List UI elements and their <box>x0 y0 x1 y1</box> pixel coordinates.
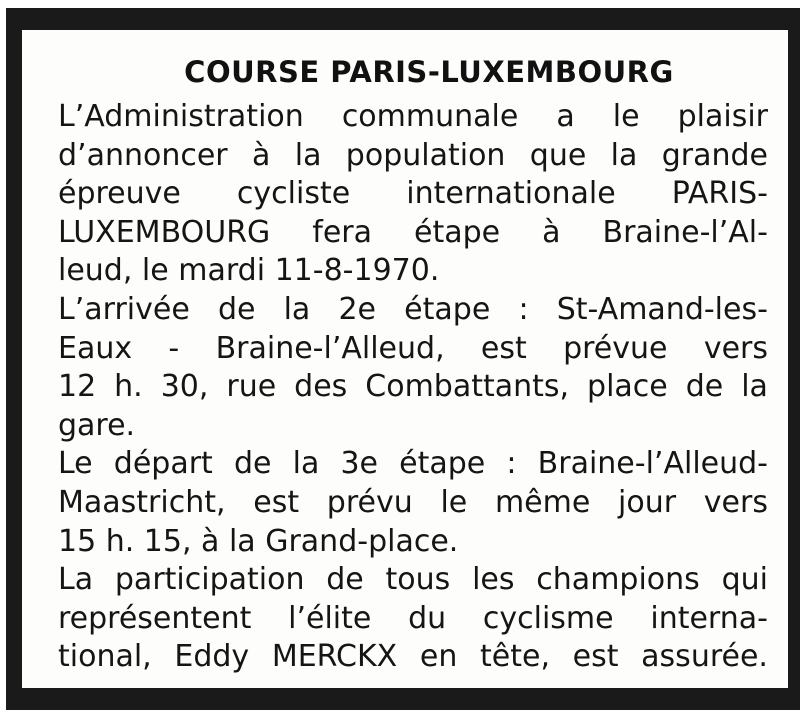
word: départ <box>113 446 213 482</box>
word: du <box>408 600 447 636</box>
word: Combattants, <box>365 369 570 405</box>
paragraph-announcement <box>58 98 768 291</box>
word: 30, <box>160 369 209 405</box>
word: la <box>610 137 638 173</box>
paragraph-departure <box>58 445 768 561</box>
word: prévu <box>326 484 413 520</box>
text-line: leud, le mardi 11-8-1970. <box>58 253 440 289</box>
text-line <box>58 638 768 677</box>
word: la <box>294 137 322 173</box>
text-line <box>58 175 768 214</box>
word: vers <box>703 330 768 366</box>
word: L’arrivée <box>58 291 190 327</box>
word: rue <box>226 369 277 405</box>
word: participation <box>114 562 305 598</box>
notice-body <box>58 98 768 677</box>
word: Braine-l’Alleud- <box>537 446 768 482</box>
word: vers <box>703 484 768 520</box>
word: de <box>326 562 364 598</box>
text-line <box>58 330 768 369</box>
word: des <box>294 369 348 405</box>
text-line <box>58 291 768 330</box>
word: que <box>529 137 587 173</box>
word: 2e <box>338 291 377 327</box>
word: est <box>572 639 619 675</box>
word: - <box>168 330 180 366</box>
word: assurée. <box>641 639 768 675</box>
word: même <box>494 484 591 520</box>
word: internationale <box>406 176 616 212</box>
word: représentent <box>58 600 252 636</box>
text-line <box>58 214 768 253</box>
word: est <box>480 330 527 366</box>
word: Braine-l’Alleud, <box>215 330 445 366</box>
word: à <box>252 137 271 173</box>
word: communale <box>341 99 519 134</box>
word: tional, <box>58 639 152 675</box>
word: place <box>587 369 668 405</box>
word: LUXEMBOURG <box>58 214 271 250</box>
word: La <box>58 562 94 598</box>
word: de <box>233 446 272 482</box>
word: qui <box>721 562 768 598</box>
word: Eddy <box>174 639 250 675</box>
word: étape <box>404 291 491 327</box>
word: d’annoncer <box>58 137 228 173</box>
word: jour <box>618 484 677 520</box>
notice-content <box>58 52 768 688</box>
word: prévue <box>563 330 668 366</box>
word: tous <box>385 562 451 598</box>
word: la <box>283 291 311 327</box>
word: cycliste <box>236 176 351 212</box>
paragraph-arrival <box>58 291 768 445</box>
notice-frame <box>6 8 800 710</box>
word: le <box>440 484 468 520</box>
word: étape <box>399 446 486 482</box>
word: 3e <box>340 446 379 482</box>
word: h. <box>114 369 143 405</box>
word: : <box>518 291 529 327</box>
word: épreuve <box>58 176 181 212</box>
text-line <box>58 484 768 523</box>
word: de <box>217 291 256 327</box>
word: plaisir <box>677 99 768 134</box>
word: interna- <box>650 600 768 636</box>
paragraph-participation <box>58 561 768 677</box>
word: Eaux <box>58 330 133 366</box>
text-line <box>58 98 768 137</box>
word: l’élite <box>288 600 372 636</box>
text-line <box>58 368 768 407</box>
word: Le <box>58 446 93 482</box>
word: L’Administration <box>58 99 304 134</box>
word: la <box>741 369 768 405</box>
word: de <box>685 369 724 405</box>
word: : <box>506 446 517 482</box>
word: cyclisme <box>482 600 614 636</box>
text-line <box>58 445 768 484</box>
word: PARIS- <box>671 176 768 212</box>
word: en <box>419 639 458 675</box>
word: 12 <box>58 369 97 405</box>
word: étape <box>414 214 501 250</box>
word: grande <box>661 137 768 173</box>
word: St-Amand-les- <box>556 291 768 327</box>
word: Braine-l’Al- <box>602 214 768 250</box>
word: fera <box>312 214 373 250</box>
word: les <box>472 562 515 598</box>
word: à <box>542 214 561 250</box>
text-line: 15 h. 15, à la Grand-place. <box>58 523 459 559</box>
word: champions <box>536 562 700 598</box>
text-line <box>58 600 768 639</box>
word: MERCKX <box>271 639 398 675</box>
word: a <box>556 99 575 134</box>
text-line <box>58 137 768 176</box>
word: Maastricht, <box>58 484 226 520</box>
text-line <box>58 561 768 600</box>
text-line: gare. <box>58 407 136 443</box>
word: population <box>345 137 506 173</box>
notice-title: COURSE PARIS-LUXEMBOURG <box>184 55 674 89</box>
word: la <box>292 446 320 482</box>
word: le <box>612 99 640 134</box>
word: est <box>253 484 300 520</box>
word: tête, <box>480 639 550 675</box>
